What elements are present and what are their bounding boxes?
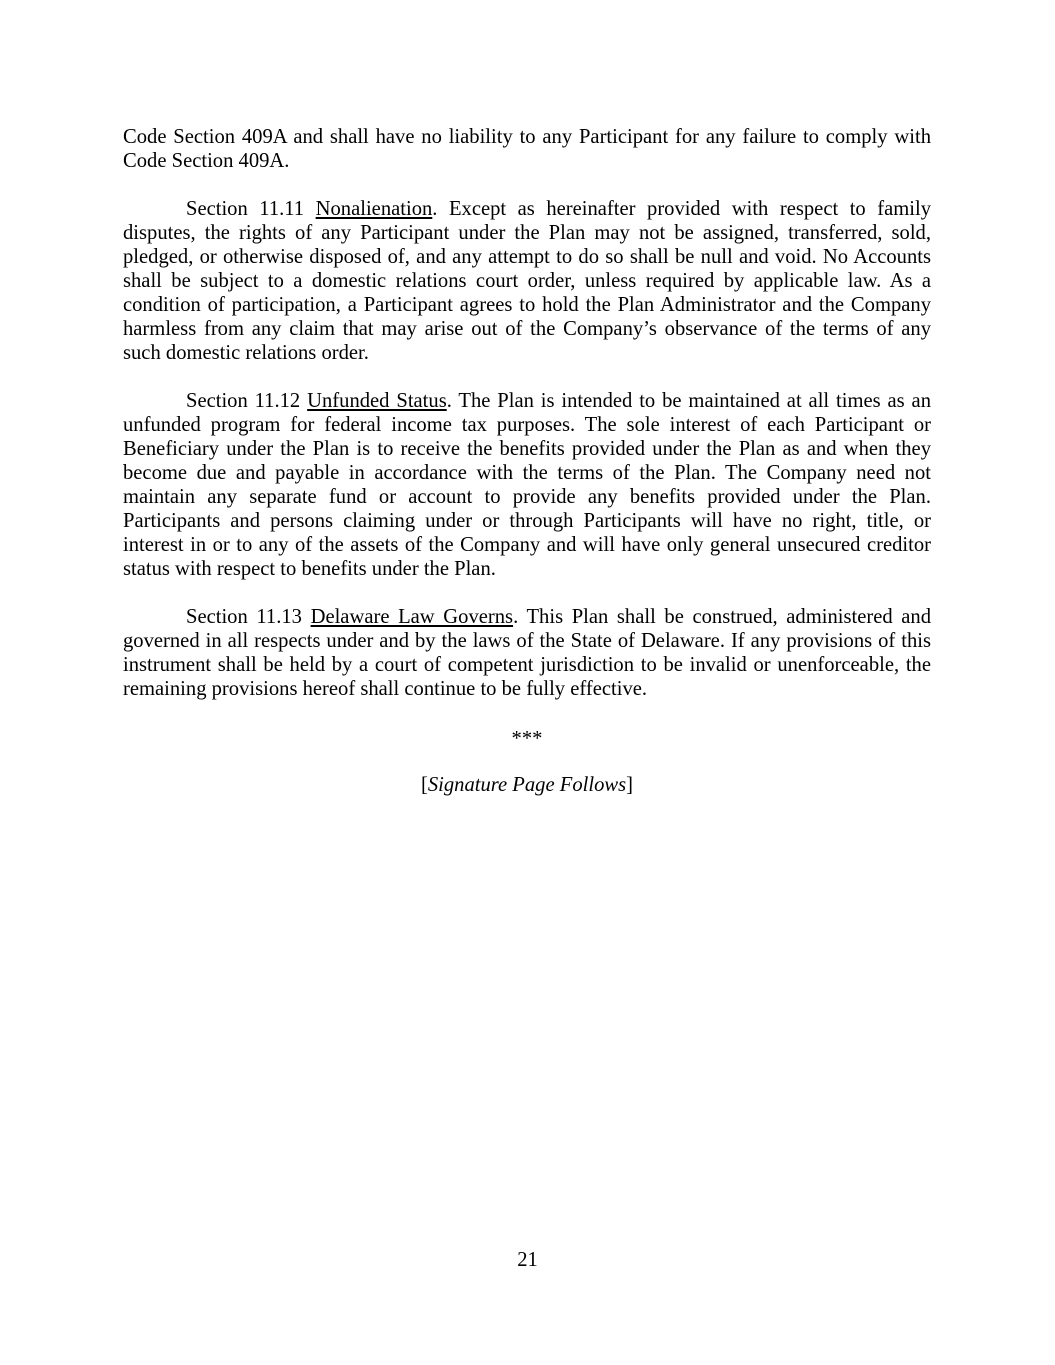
section-heading-punct: . <box>446 390 452 412</box>
signature-note-text: Signature Page Follows <box>427 774 627 796</box>
section-label: Section 11.11 <box>186 198 305 220</box>
signature-open-bracket: [ <box>420 774 428 796</box>
asterisk-separator-text: *** <box>511 728 543 750</box>
text-block <box>123 125 931 797</box>
section-paragraph-11-13 <box>123 605 931 701</box>
section-body: The Plan is intended to be maintained at all times as an unfunded program for federal income tax purposes. The sole interest of each Participant or Beneficiary under the Plan is to receive the benefits provided under the Plan as and when they become due and payable in accordance with the terms of the Plan. The Company need not maintain any separate fund or account to provide any benefits provided under the Plan. Participants and persons claiming under or through Participants will have no right, title, or interest in or to any of the assets of the Company and will have only general unsecured creditor status with respect to benefits under the Plan. <box>123 390 931 580</box>
section-heading: Unfunded Status <box>307 390 447 412</box>
intro-paragraph-text: Code Section 409A and shall have no liability to any Participant for any failure to comply with Code Section 409A. <box>123 126 931 172</box>
page-number: 21 <box>517 1249 538 1271</box>
section-label: Section 11.12 <box>186 390 301 412</box>
section-heading-punct: . <box>432 198 438 220</box>
intro-paragraph <box>123 125 931 173</box>
signature-page-note <box>123 773 931 797</box>
section-paragraph-11-11 <box>123 197 931 365</box>
section-heading: Delaware Law Governs <box>310 606 514 628</box>
asterisk-separator <box>123 727 931 751</box>
section-label: Section 11.13 <box>186 606 302 628</box>
section-body: This Plan shall be construed, administered and governed in all respects under and by the laws of the State of Delaware. If any provisions of this instrument shall be held by a court of competent jurisdiction to be invalid or unenforceable, the remaining provisions hereof shall continue to be fully effective. <box>123 606 931 700</box>
section-paragraph-11-12 <box>123 389 931 581</box>
section-heading: Nonalienation <box>315 198 433 220</box>
section-heading-punct: . <box>513 606 519 628</box>
section-body: Except as hereinafter provided with respect to family disputes, the rights of any Participant under the Plan may not be assigned, transferred, sold, pledged, or otherwise disposed of, and any attempt to do so shall be null and void. No Accounts shall be subject to a domestic relations court order, unless required by applicable law. As a condition of participation, a Participant agrees to hold the Plan Administrator and the Company harmless from any claim that may arise out of the Company’s observance of the terms of any such domestic relations order. <box>123 198 931 364</box>
signature-close-bracket: ] <box>626 774 633 796</box>
